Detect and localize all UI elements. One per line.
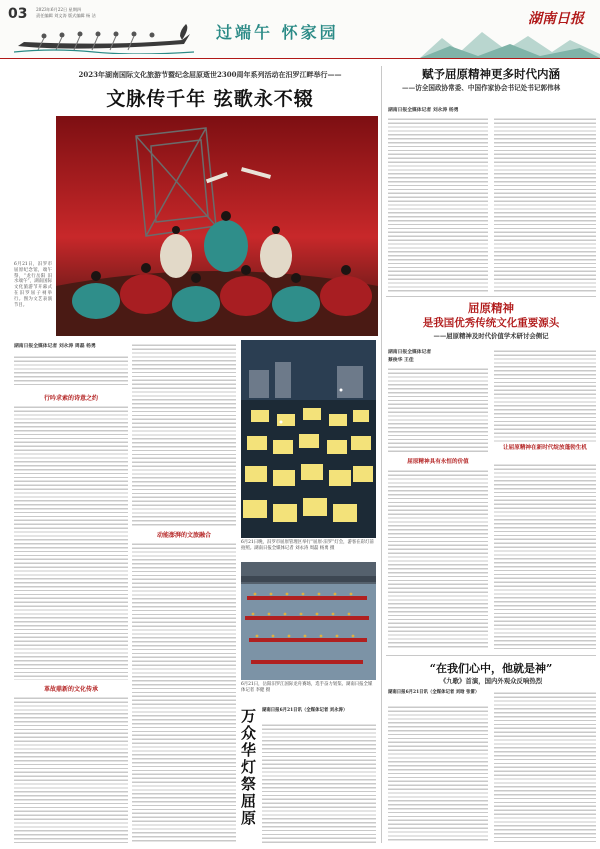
lead-column-1a bbox=[14, 354, 128, 388]
performance-photo bbox=[56, 116, 378, 336]
dragon-boat-illustration bbox=[14, 22, 194, 54]
performance-review-column-1 bbox=[388, 704, 488, 843]
performance-review-column-2 bbox=[494, 690, 596, 843]
symposium-subtitle: ——屈原精神及时代价值学术研讨会侧记 bbox=[433, 332, 549, 340]
interview-column-2 bbox=[494, 116, 596, 292]
vertical-article-body bbox=[262, 722, 376, 843]
symposium-column-1b bbox=[388, 468, 488, 650]
lead-column-2b bbox=[132, 541, 236, 843]
performance-review-subtitle: 《九歌》首演，国内外观众反响热烈 bbox=[439, 677, 543, 685]
symposium-section-1: 屈原精神具有永恒的价值 bbox=[407, 459, 469, 465]
lead-column-1c bbox=[14, 695, 128, 843]
interview-subtitle: ——访全国政协常委、中国作家协会书记处书记郭伟林 bbox=[402, 84, 561, 92]
lead-column-1b bbox=[14, 404, 128, 680]
header-rule bbox=[0, 58, 600, 59]
landscape-illustration bbox=[420, 26, 600, 58]
symposium-column-2a bbox=[494, 348, 596, 442]
symposium-byline-1: 湖南日报全媒体记者 bbox=[388, 349, 432, 355]
symposium-title-1: 屈原精神 bbox=[468, 301, 514, 315]
symposium-title-2: 是我国优秀传统文化重要源头 bbox=[422, 317, 560, 329]
dragon-boat-photo bbox=[241, 562, 376, 680]
lantern-photo bbox=[241, 340, 376, 538]
lead-section-title-3: 革故鼎新的文化传承 bbox=[43, 686, 98, 693]
lead-side-blurb: 6月21日，汨罗市屈原纪念馆，端午祭，“龙行岳阳 汨水端午”，湖南国际文化旅游节开幕式在汨罗屈子祠举行。图为文艺表演节目。 bbox=[14, 262, 52, 308]
symposium-column-1a bbox=[388, 366, 488, 454]
date-line: 2023年6月22日 星期四 bbox=[36, 7, 82, 12]
lantern-caption: 6月21日晚，汨罗市屈原管理区举行“屈原·汨罗”灯会，游客在彩灯前拍照。湖南日报全媒体记者 刘永涛 周磊 杨勇 摄 bbox=[241, 540, 374, 551]
brand-logo: 湖南日报 bbox=[528, 11, 584, 27]
editor-line: 责任编辑 刘文涛 版式编辑 杨 洁 bbox=[36, 13, 96, 18]
lead-section-title-2: 动能澎湃的文旅融合 bbox=[156, 532, 211, 539]
vertical-article-byline: 湖南日报6月21日讯（全媒体记者 刘永涛） bbox=[262, 708, 348, 713]
symposium-byline-2: 蔡俊华 王佳 bbox=[388, 357, 414, 363]
lead-kicker: 2023年湖南国际文化旅游节暨纪念屈原逝世2300周年系列活动在汨罗江畔举行—— bbox=[78, 70, 342, 79]
lead-byline: 湖南日报全媒体记者 刘永涛 周磊 杨勇 bbox=[14, 343, 96, 349]
lead-headline: 文脉传千年 弦歌永不辍 bbox=[106, 88, 314, 110]
lead-section-title-1: 行吟求索的诗意之约 bbox=[43, 395, 98, 402]
interview-column-1 bbox=[388, 116, 488, 292]
column-divider bbox=[381, 66, 382, 843]
page-number: 03 bbox=[8, 6, 28, 22]
dragon-boat-caption: 6月21日，岳阳汨罗江国际龙舟赛场，选手奋力划桨。湖南日报全媒体记者 李健 摄 bbox=[241, 682, 373, 693]
section-rule-2 bbox=[386, 655, 596, 656]
interview-title: 赋予屈原精神更多时代内涵 bbox=[422, 67, 560, 81]
slogan: 过端午 怀家园 bbox=[216, 23, 339, 42]
symposium-section-2: 让屈原精神在新时代绽放蓬勃生机 bbox=[503, 445, 587, 451]
section-rule-1 bbox=[386, 296, 596, 297]
interview-byline: 湖南日报全媒体记者 刘永涛 杨勇 bbox=[388, 107, 459, 113]
performance-review-byline: 湖南日报6月21日讯（全媒体记者 刘晗 张雷） bbox=[388, 690, 480, 695]
performance-review-title: “在我们心中，他就是神” bbox=[429, 662, 553, 675]
lead-column-2a bbox=[132, 342, 236, 526]
vertical-title: 万众华灯祭屈原 bbox=[241, 707, 257, 827]
symposium-column-2b bbox=[494, 462, 596, 650]
